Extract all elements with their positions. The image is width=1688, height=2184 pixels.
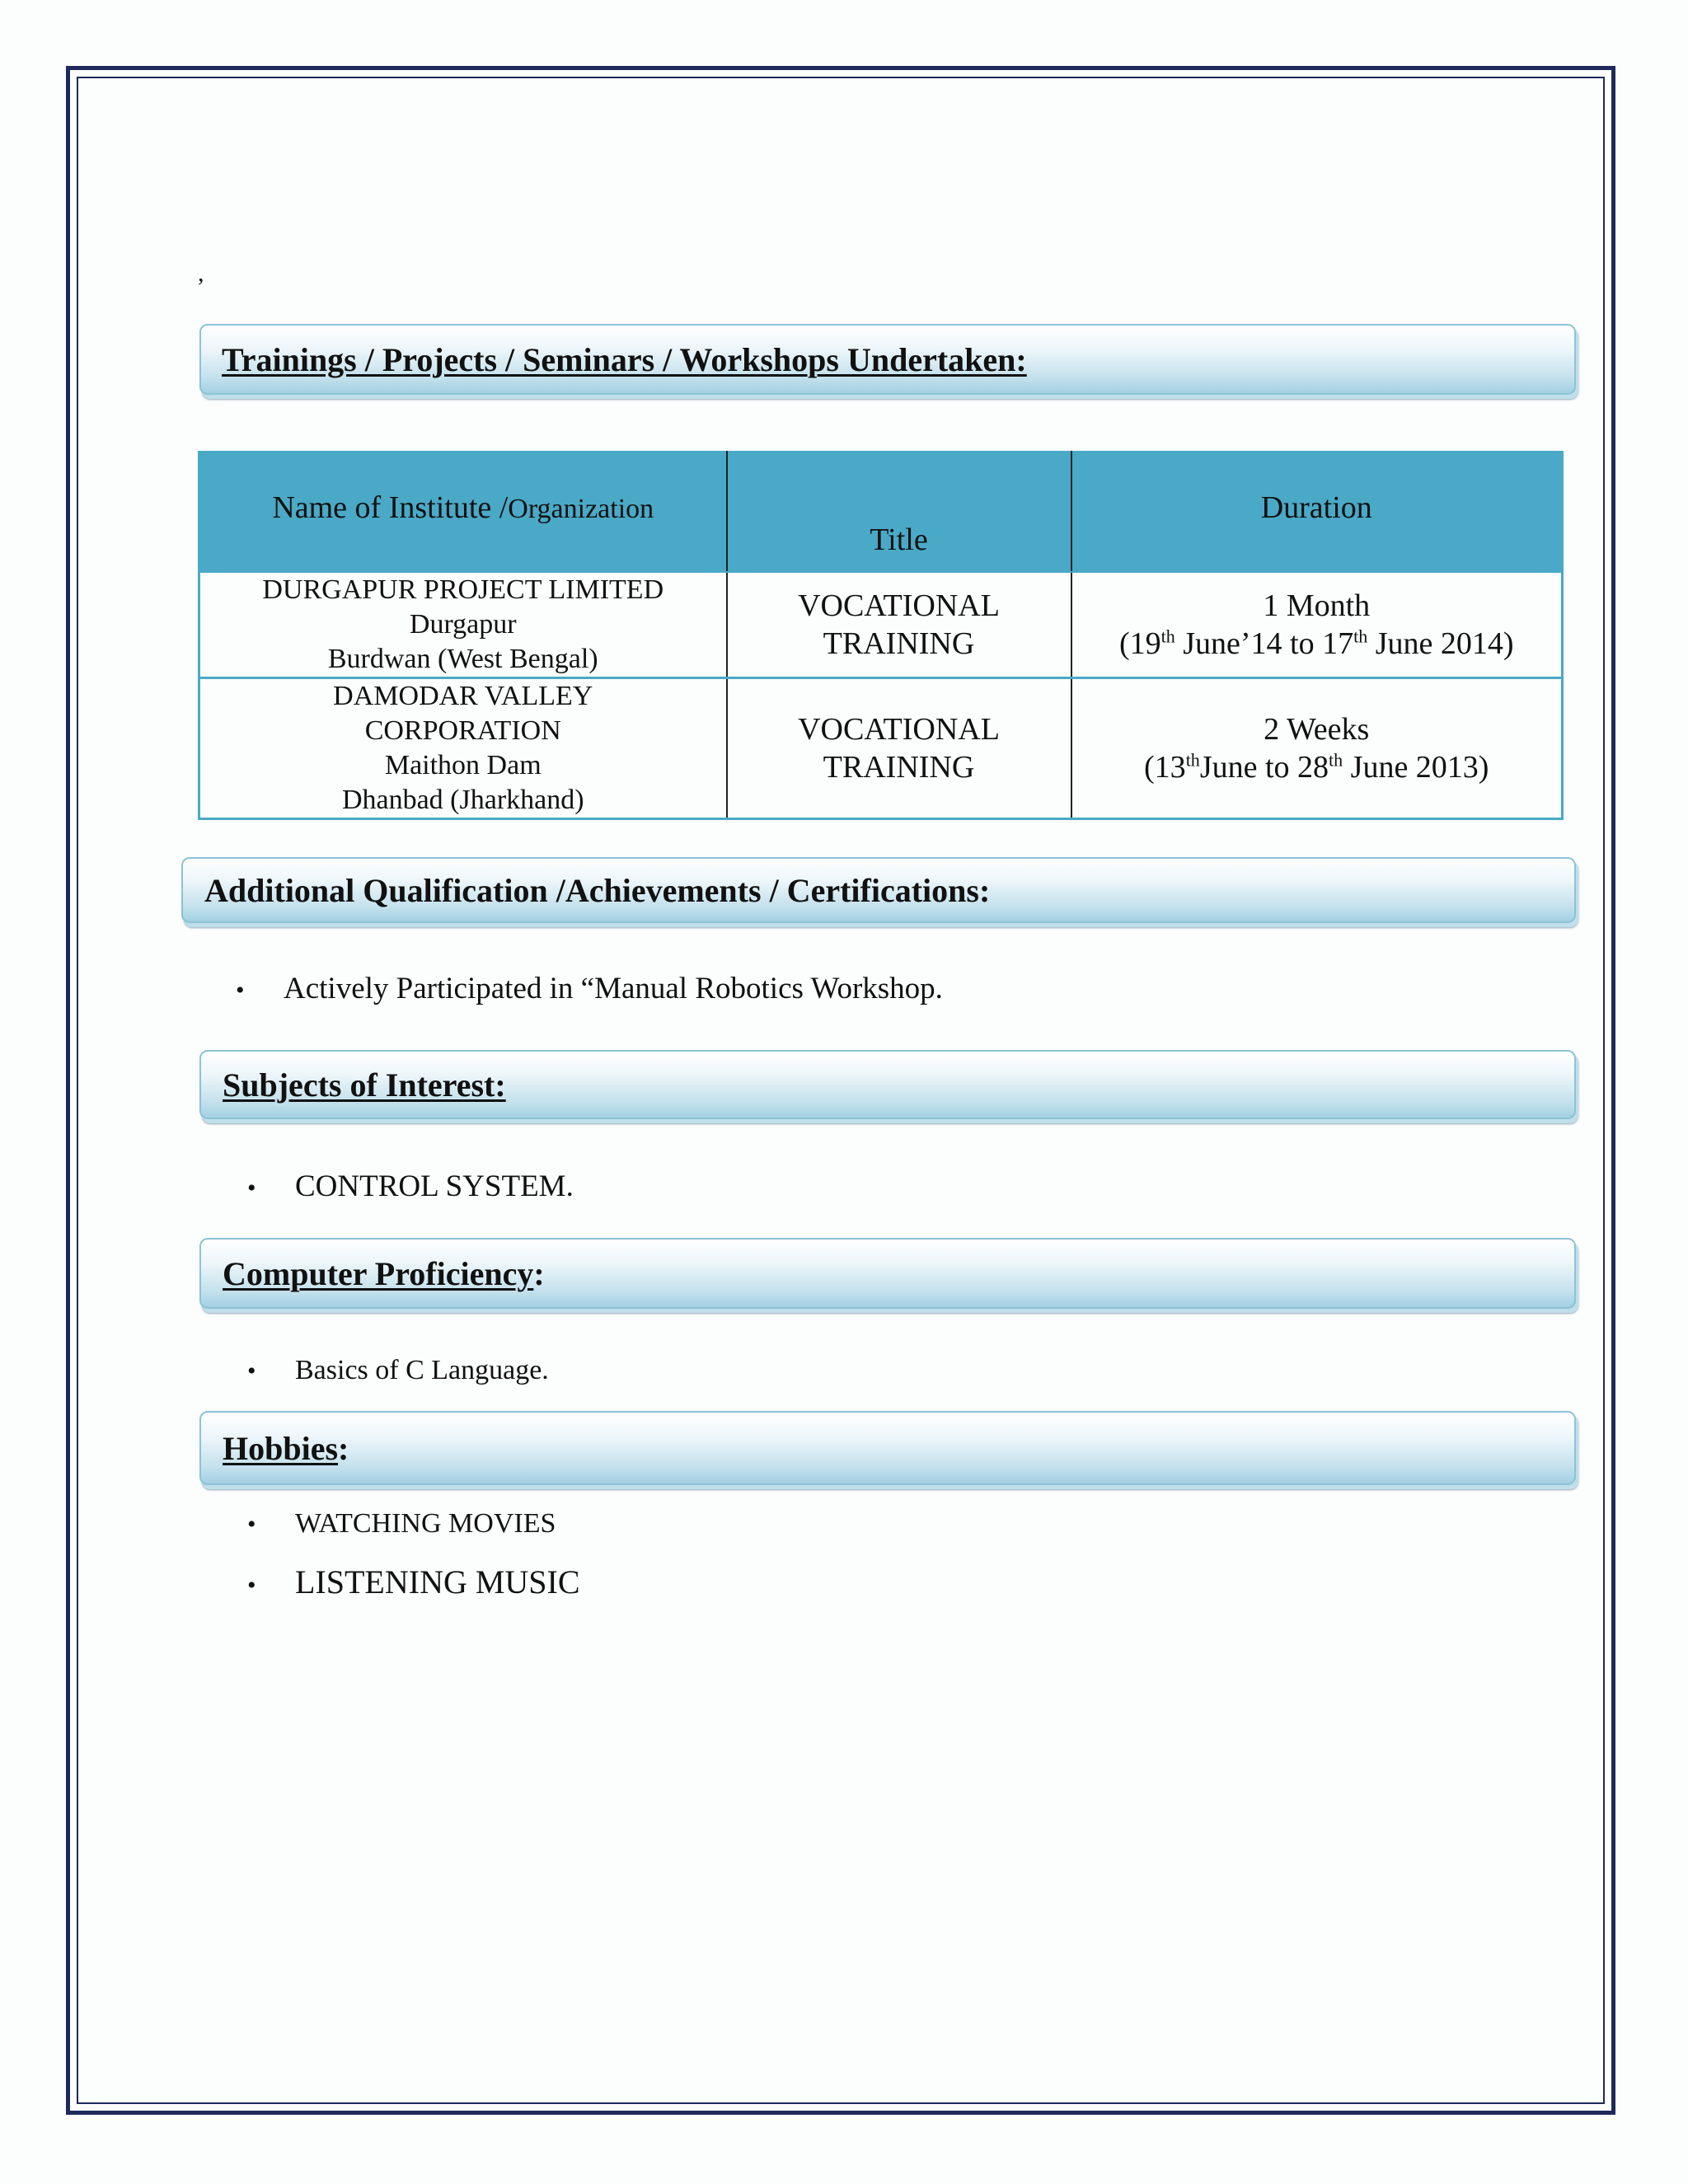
section-header-hobbies [199, 1411, 1576, 1485]
section-title-additional: Additional Qualification /Achievements / Certifications: [204, 871, 991, 909]
cell-institute: DURGAPUR PROJECT LIMITED Durgapur Burdwan (West Bengal) [199, 572, 727, 678]
header-title: Title [727, 452, 1071, 572]
cell-duration: 1 Month (19th June’14 to 17th June 2014) [1071, 572, 1563, 678]
header-duration: Duration [1071, 452, 1563, 572]
bullet-icon: • [247, 1572, 256, 1599]
header-institute-main: Name of Institute / [272, 490, 509, 525]
section-header-trainings [199, 324, 1576, 395]
cell-duration: 2 Weeks (13thJune to 28th June 2013) [1071, 678, 1563, 819]
trainings-table [198, 451, 1564, 820]
stray-comma: , [198, 260, 204, 287]
cell-institute: DAMODAR VALLEY CORPORATION Maithon Dam Dhanbad (Jharkhand) [199, 678, 727, 819]
section-title-hobbies: Hobbies: [223, 1429, 349, 1467]
section-title-subjects: Subjects of Interest: [223, 1066, 506, 1104]
duration-range: (13thJune to 28th June 2013) [1144, 749, 1489, 785]
section-title-computer: Computer Proficiency: [223, 1254, 545, 1292]
list-item: • CONTROL SYSTEM. [247, 1169, 574, 1203]
cell-title: VOCATIONAL TRAINING [727, 678, 1071, 819]
list-item: • LISTENING MUSIC [247, 1563, 580, 1601]
section-title-trainings: Trainings / Projects / Seminars / Workshops Undertaken: [222, 340, 1027, 378]
table-header-row [199, 452, 1563, 572]
header-institute-small: Organization [508, 494, 654, 524]
list-item: • WATCHING MOVIES [247, 1508, 556, 1539]
bullet-icon: • [247, 1174, 256, 1202]
section-header-subjects [199, 1050, 1576, 1119]
bullet-icon: • [247, 1357, 256, 1385]
bullet-icon: • [247, 1511, 256, 1538]
table-row [199, 678, 1563, 819]
header-institute [199, 452, 727, 572]
cell-title: VOCATIONAL TRAINING [727, 572, 1071, 678]
list-item: • Actively Participated in “Manual Robotics Workshop. [236, 972, 943, 1005]
list-item: • Basics of C Language. [247, 1355, 549, 1385]
table-row [199, 572, 1563, 678]
duration-range: (19th June’14 to 17th June 2014) [1118, 626, 1514, 661]
bullet-icon: • [236, 977, 245, 1004]
section-header-computer [199, 1238, 1576, 1309]
section-header-additional [181, 857, 1576, 923]
